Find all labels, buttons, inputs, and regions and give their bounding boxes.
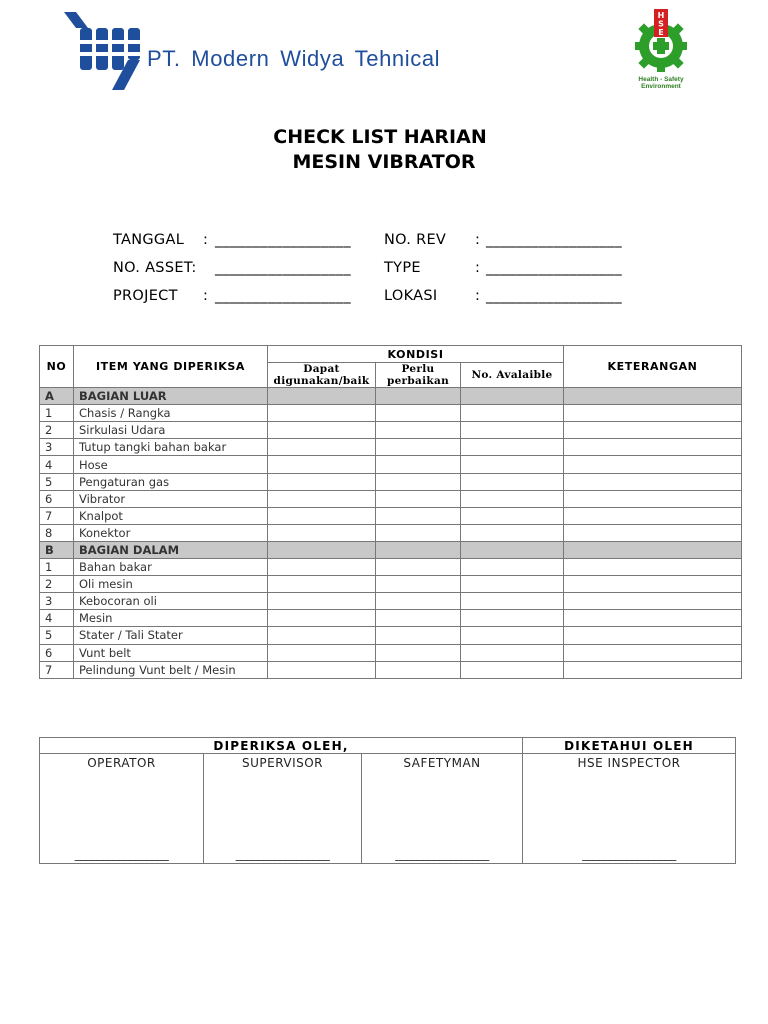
item-name: Stater / Tali Stater (74, 627, 268, 644)
col-header-no: NO (40, 346, 74, 388)
lokasi-label: LOKASI (384, 288, 438, 304)
safetyman-signature-cell[interactable] (362, 754, 523, 864)
section-blank-cell (564, 388, 742, 405)
check-cell-perbaikan[interactable] (376, 507, 461, 524)
check-cell-available[interactable] (461, 405, 564, 422)
check-cell-perbaikan[interactable] (376, 456, 461, 473)
check-cell-baik[interactable] (268, 473, 376, 490)
table-row (40, 644, 742, 661)
section-code: A (40, 388, 74, 405)
keterangan-cell[interactable] (564, 490, 742, 507)
check-cell-baik[interactable] (268, 524, 376, 541)
type-field[interactable]: __________________ (486, 260, 622, 276)
rev-colon: : (475, 232, 481, 248)
hse-gear-logo-icon (628, 8, 694, 76)
table-row (40, 593, 742, 610)
item-number: 8 (40, 524, 74, 541)
svg-text:E: E (658, 28, 664, 37)
check-cell-baik[interactable] (268, 507, 376, 524)
check-cell-perbaikan[interactable] (376, 405, 461, 422)
table-row (40, 439, 742, 456)
check-cell-available[interactable] (461, 473, 564, 490)
safetyman-label: SAFETYMAN (403, 756, 481, 770)
check-cell-perbaikan[interactable] (376, 490, 461, 507)
check-cell-available[interactable] (461, 439, 564, 456)
keterangan-cell[interactable] (564, 507, 742, 524)
section-blank-cell (461, 541, 564, 558)
keterangan-cell[interactable] (564, 456, 742, 473)
item-number: 5 (40, 627, 74, 644)
item-name: Sirkulasi Udara (74, 422, 268, 439)
section-blank-cell (564, 541, 742, 558)
rev-field[interactable]: __________________ (486, 232, 622, 248)
item-number: 3 (40, 593, 74, 610)
lokasi-colon: : (475, 288, 481, 304)
item-number: 3 (40, 439, 74, 456)
keterangan-cell[interactable] (564, 593, 742, 610)
operator-signature-line: _________________ (74, 847, 169, 861)
acknowledged-by-header: DIKETAHUI OLEH (523, 738, 736, 754)
table-row (40, 559, 742, 576)
item-number: 7 (40, 661, 74, 678)
check-cell-available[interactable] (461, 456, 564, 473)
check-cell-available[interactable] (461, 422, 564, 439)
table-row (40, 422, 742, 439)
item-name: Chasis / Rangka (74, 405, 268, 422)
check-cell-baik[interactable] (268, 490, 376, 507)
item-name: Oli mesin (74, 576, 268, 593)
item-number: 6 (40, 644, 74, 661)
hse-caption (618, 76, 704, 90)
company-name: PT. Modern Widya Tehnical (147, 46, 441, 71)
item-name: Tutup tangki bahan bakar (74, 439, 268, 456)
check-cell-available[interactable] (461, 593, 564, 610)
check-cell-baik[interactable] (268, 405, 376, 422)
check-cell-baik[interactable] (268, 559, 376, 576)
item-number: 6 (40, 490, 74, 507)
keterangan-cell[interactable] (564, 559, 742, 576)
col-header-perlu (376, 363, 461, 388)
col-header-dapat (268, 363, 376, 388)
hse-inspector-signature-line: _________________ (582, 847, 676, 861)
check-cell-perbaikan[interactable] (376, 524, 461, 541)
keterangan-cell[interactable] (564, 576, 742, 593)
check-cell-available[interactable] (461, 490, 564, 507)
item-number: 2 (40, 422, 74, 439)
check-cell-perbaikan[interactable] (376, 593, 461, 610)
col-header-item: ITEM YANG DIPERIKSA (74, 346, 268, 388)
svg-text:H: H (657, 11, 665, 20)
keterangan-cell[interactable] (564, 473, 742, 490)
section-name: BAGIAN DALAM (74, 541, 268, 558)
tanggal-field[interactable]: __________________ (215, 232, 351, 248)
svg-text:S: S (658, 19, 664, 29)
hse-caption-line1: Health - Safety (638, 76, 684, 83)
check-cell-available[interactable] (461, 627, 564, 644)
section-blank-cell (461, 388, 564, 405)
keterangan-cell[interactable] (564, 661, 742, 678)
check-cell-available[interactable] (461, 644, 564, 661)
table-row (40, 507, 742, 524)
section-row (40, 541, 742, 558)
check-cell-baik[interactable] (268, 661, 376, 678)
check-cell-perbaikan[interactable] (376, 644, 461, 661)
lokasi-field[interactable]: __________________ (486, 288, 622, 304)
check-cell-perbaikan[interactable] (376, 627, 461, 644)
item-name: Knalpot (74, 507, 268, 524)
check-cell-available[interactable] (461, 576, 564, 593)
keterangan-cell[interactable] (564, 439, 742, 456)
item-number: 5 (40, 473, 74, 490)
supervisor-signature-cell[interactable] (204, 754, 362, 864)
asset-label: NO. ASSET: (113, 260, 197, 276)
section-blank-cell (376, 541, 461, 558)
check-cell-perbaikan[interactable] (376, 422, 461, 439)
table-row (40, 524, 742, 541)
checklist-body (40, 388, 742, 679)
signoff-table (39, 737, 736, 864)
keterangan-cell[interactable] (564, 524, 742, 541)
check-cell-baik[interactable] (268, 644, 376, 661)
table-row (40, 627, 742, 644)
table-row (40, 473, 742, 490)
check-cell-baik[interactable] (268, 627, 376, 644)
item-number: 4 (40, 456, 74, 473)
perlu-line1: Perlu (401, 363, 435, 376)
type-colon: : (475, 260, 481, 276)
item-name: Vibrator (74, 490, 268, 507)
check-cell-baik[interactable] (268, 422, 376, 439)
check-cell-available[interactable] (461, 559, 564, 576)
item-name: Vunt belt (74, 644, 268, 661)
table-row (40, 456, 742, 473)
section-blank-cell (268, 388, 376, 405)
dapat-line1: Dapat (303, 363, 340, 376)
item-number: 1 (40, 405, 74, 422)
check-cell-baik[interactable] (268, 610, 376, 627)
keterangan-cell[interactable] (564, 627, 742, 644)
checklist-table (39, 345, 742, 679)
section-blank-cell (376, 388, 461, 405)
hse-inspector-label: HSE INSPECTOR (577, 756, 681, 770)
document-subtitle: MESIN VIBRATOR (292, 151, 476, 173)
keterangan-cell[interactable] (564, 610, 742, 627)
check-cell-perbaikan[interactable] (376, 661, 461, 678)
section-row (40, 388, 742, 405)
item-name: Kebocoran oli (74, 593, 268, 610)
supervisor-label: SUPERVISOR (241, 756, 324, 770)
check-cell-baik[interactable] (268, 576, 376, 593)
section-blank-cell (268, 541, 376, 558)
check-cell-available[interactable] (461, 661, 564, 678)
table-row (40, 405, 742, 422)
project-field[interactable]: __________________ (215, 288, 351, 304)
section-code: B (40, 541, 74, 558)
item-name: Pelindung Vunt belt / Mesin (74, 661, 268, 678)
check-cell-available[interactable] (461, 507, 564, 524)
type-label: TYPE (384, 260, 421, 276)
keterangan-cell[interactable] (564, 644, 742, 661)
check-cell-perbaikan[interactable] (376, 559, 461, 576)
operator-signature-cell[interactable] (40, 754, 204, 864)
keterangan-cell[interactable] (564, 405, 742, 422)
item-number: 7 (40, 507, 74, 524)
check-cell-baik[interactable] (268, 439, 376, 456)
project-label: PROJECT (113, 288, 178, 304)
table-row (40, 490, 742, 507)
item-number: 4 (40, 610, 74, 627)
check-cell-perbaikan[interactable] (376, 473, 461, 490)
table-row (40, 661, 742, 678)
asset-field[interactable]: __________________ (215, 260, 351, 276)
hse-caption-line2: Environment (641, 83, 681, 90)
safetyman-signature-line: _________________ (395, 847, 489, 861)
item-name: Bahan bakar (74, 559, 268, 576)
hse-inspector-signature-cell[interactable] (523, 754, 736, 864)
operator-label: OPERATOR (87, 756, 156, 770)
col-header-kondisi: KONDISI (268, 346, 564, 363)
check-cell-baik[interactable] (268, 593, 376, 610)
section-name: BAGIAN LUAR (74, 388, 268, 405)
tanggal-label: TANGGAL (113, 232, 185, 248)
item-number: 1 (40, 559, 74, 576)
item-name: Pengaturan gas (74, 473, 268, 490)
document-title: CHECK LIST HARIAN (273, 126, 487, 148)
check-cell-baik[interactable] (268, 456, 376, 473)
item-name: Konektor (74, 524, 268, 541)
check-cell-perbaikan[interactable] (376, 610, 461, 627)
table-row (40, 576, 742, 593)
dapat-line2: digunakan/baik (273, 375, 370, 388)
item-name: Hose (74, 456, 268, 473)
tanggal-colon: : (203, 232, 209, 248)
item-name: Mesin (74, 610, 268, 627)
item-number: 2 (40, 576, 74, 593)
supervisor-signature-line: _________________ (235, 847, 330, 861)
perlu-line2: perbaikan (386, 375, 450, 388)
check-cell-perbaikan[interactable] (376, 576, 461, 593)
project-colon: : (203, 288, 209, 304)
checked-by-header: DIPERIKSA OLEH, (40, 738, 523, 754)
check-cell-available[interactable] (461, 524, 564, 541)
col-header-available: No. Avalaible (461, 363, 564, 388)
rev-label: NO. REV (384, 232, 447, 248)
table-row (40, 610, 742, 627)
col-header-keterangan: KETERANGAN (564, 346, 742, 388)
company-logo-icon (62, 12, 144, 90)
check-cell-perbaikan[interactable] (376, 439, 461, 456)
keterangan-cell[interactable] (564, 422, 742, 439)
check-cell-available[interactable] (461, 610, 564, 627)
